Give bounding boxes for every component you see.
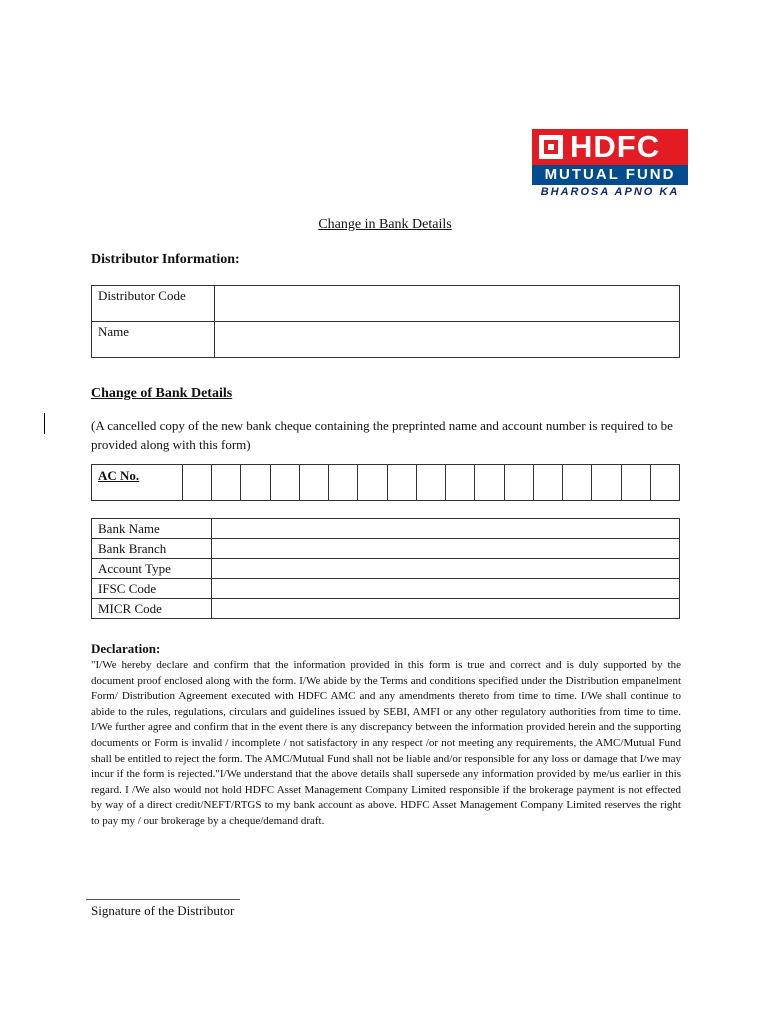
declaration-heading: Declaration: <box>91 641 161 656</box>
text-cursor <box>44 413 45 434</box>
hdfc-emblem-icon <box>539 135 563 159</box>
bank-name-label: Bank Name <box>92 519 212 539</box>
distributor-info-table <box>91 285 680 358</box>
bank-name-field[interactable] <box>212 519 680 539</box>
ac-digit-box[interactable] <box>621 465 650 501</box>
logo-brand-text: HDFC <box>570 129 661 164</box>
page-title: Change in Bank Details <box>318 217 452 232</box>
micr-code-label: MICR Code <box>92 599 212 619</box>
distributor-name-label: Name <box>92 322 215 358</box>
ac-digit-box[interactable] <box>416 465 445 501</box>
distributor-name-field[interactable] <box>215 322 680 358</box>
table-row <box>92 559 680 579</box>
ac-digit-box[interactable] <box>475 465 504 501</box>
distributor-code-label: Distributor Code <box>92 286 215 322</box>
table-row <box>92 322 680 358</box>
logo-tagline: BHAROSA APNO KA <box>540 186 680 198</box>
declaration-text: "I/We hereby declare and confirm that the information provided in this form is true and correct and is duly supported by the document proof enclosed along with the form. I/We abide by the Terms and conditions specified under the Distribution empanelment Form/ Distribution Agreement executed with HDFC AMC and any amendments thereto from time to time. I/We shall continue to abide to the rules, regulations, circulars and guidelines issued by SEBI, AMFI or any other regulatory authorities from time to time. I/We further agree and confirm that in the event there is any discrepancy between the information provided herein and the supporting documents or Form is invalid / incomplete / not satisfactory in any respect /or not meeting any requirements, the AMC/Mutual Fund shall be entitled to reject the form. The AMC/Mutual Fund shall not be liable and/or responsible for any loss or damage that I/we may incur if the form is rejected."I/We understand that the above details shall supersede any information provided by me/us earlier in this regard. I /We also would not hold HDFC Asset Management Company Limited responsible if the brokerage payment is not effected by way of a direct credit/NEFT/RTGS to my bank account as above. HDFC Asset Management Company Limited reserves the right to pay my / our brokerage by a cheque/demand draft. <box>91 659 681 827</box>
ac-digit-box[interactable] <box>270 465 299 501</box>
signature-label: Signature of the Distributor <box>91 903 235 918</box>
table-row <box>92 599 680 619</box>
ifsc-code-label: IFSC Code <box>92 579 212 599</box>
ac-digit-box[interactable] <box>212 465 241 501</box>
table-row <box>92 539 680 559</box>
ac-digit-box[interactable] <box>446 465 475 501</box>
ac-digit-box[interactable] <box>358 465 387 501</box>
cheque-note: (A cancelled copy of the new bank cheque containing the preprinted name and account number is required to be provided along with this form) <box>91 418 673 452</box>
change-of-bank-heading: Change of Bank Details <box>91 386 233 401</box>
table-row <box>92 519 680 539</box>
table-row <box>92 465 680 501</box>
ac-digit-box[interactable] <box>329 465 358 501</box>
ac-digit-box[interactable] <box>533 465 562 501</box>
ac-digit-box[interactable] <box>504 465 533 501</box>
account-number-table <box>91 464 680 501</box>
signature-line <box>86 899 240 900</box>
distributor-code-field[interactable] <box>215 286 680 322</box>
ac-digit-box[interactable] <box>183 465 212 501</box>
ifsc-code-field[interactable] <box>212 579 680 599</box>
bank-details-table <box>91 518 680 619</box>
hdfc-mutual-fund-logo <box>532 129 688 197</box>
account-type-field[interactable] <box>212 559 680 579</box>
ac-digit-box[interactable] <box>563 465 592 501</box>
ac-digit-box[interactable] <box>592 465 621 501</box>
distributor-info-heading: Distributor Information: <box>91 252 240 267</box>
table-row <box>92 579 680 599</box>
account-type-label: Account Type <box>92 559 212 579</box>
ac-digit-box[interactable] <box>299 465 328 501</box>
ac-digit-box[interactable] <box>650 465 679 501</box>
micr-code-field[interactable] <box>212 599 680 619</box>
table-row <box>92 286 680 322</box>
bank-branch-label: Bank Branch <box>92 539 212 559</box>
logo-mutual-fund-text: MUTUAL FUND <box>532 165 688 185</box>
ac-digit-box[interactable] <box>241 465 270 501</box>
bank-branch-field[interactable] <box>212 539 680 559</box>
ac-no-label: AC No. <box>92 465 183 501</box>
ac-digit-box[interactable] <box>387 465 416 501</box>
